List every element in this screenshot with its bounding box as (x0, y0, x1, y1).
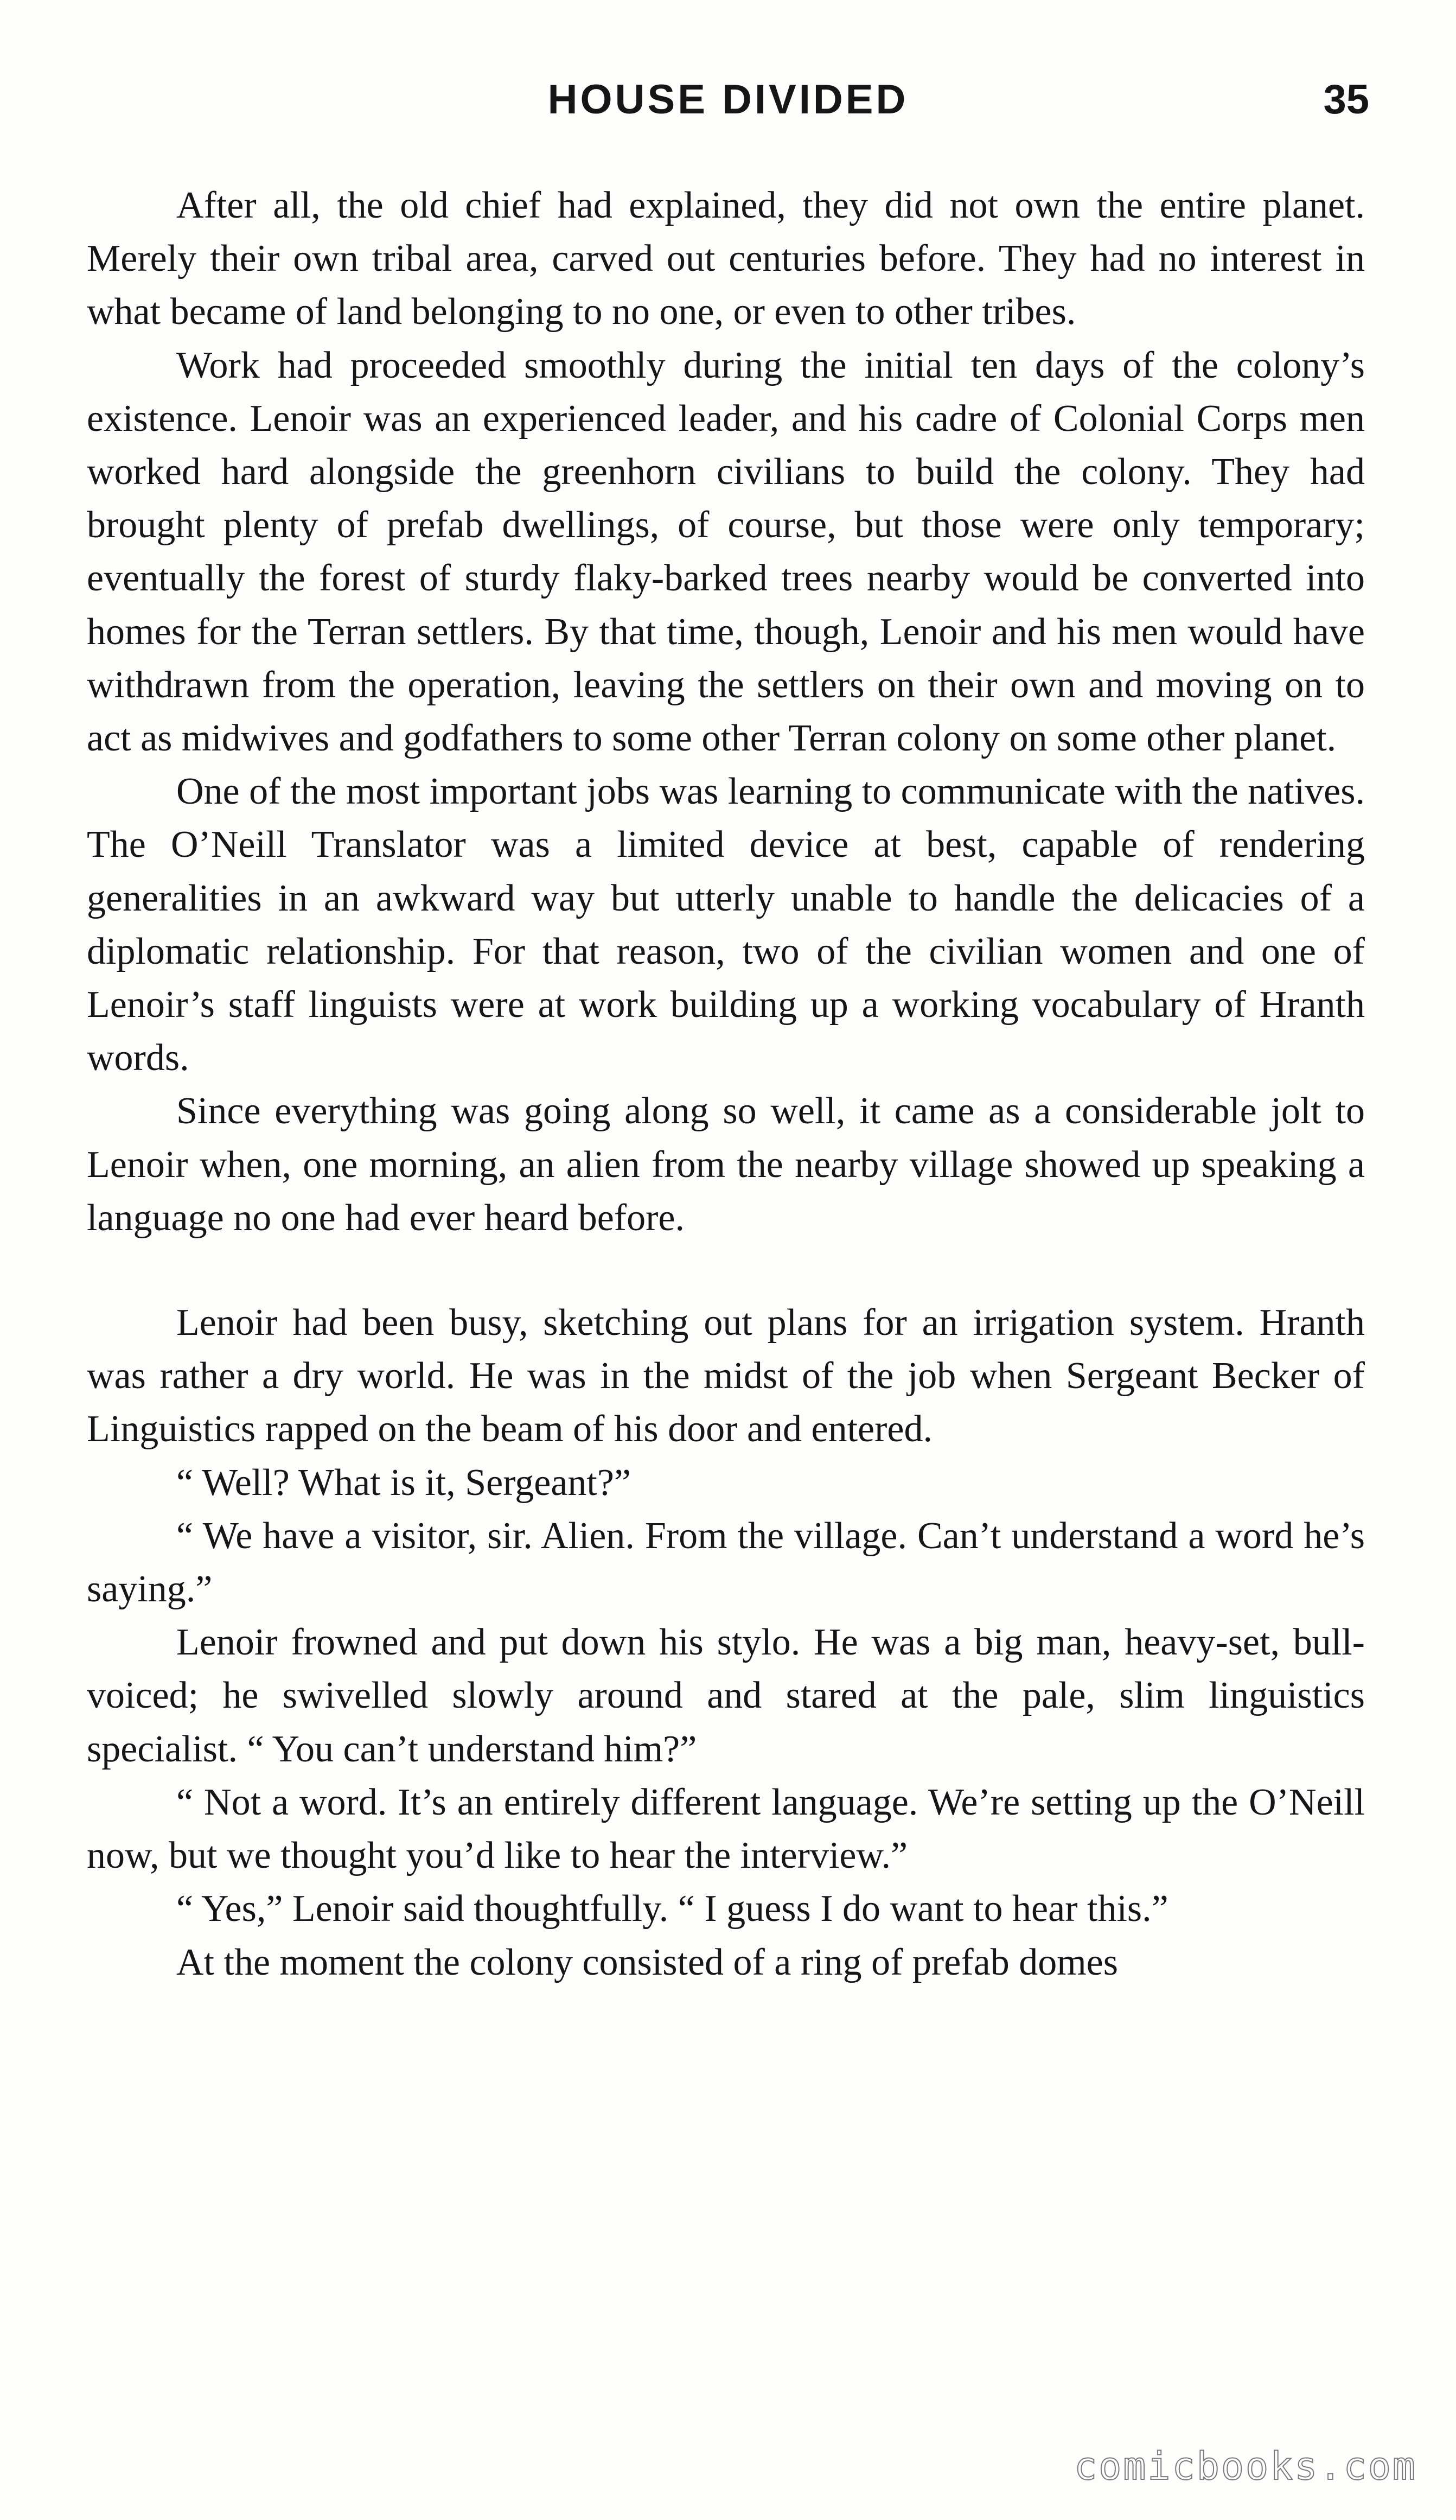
paragraph: Since everything was going along so well, it came as a considerable jolt to Lenoir when, one morning, an alien from the nearby village showed up speaking a language no one had ever heard before. (87, 1090, 1365, 1239)
paragraph: At the moment the colony consisted of a ring of prefab domes (176, 1941, 1118, 1983)
page-number: 35 (1323, 77, 1369, 123)
paragraph: One of the most important jobs was learning to communicate with the natives. The O’Neill Translator was a limited device at best, capable of rendering generalities in an awkward way but utterly unable to handle the delicacies of a diplomatic relationship. For that reason, two of the civilian women and one of Lenoir’s staff linguists were at work building up a working vocabulary of Hranth words. (87, 771, 1365, 1079)
watermark: comicbooks.com (1074, 2444, 1417, 2489)
paragraph: Lenoir frowned and put down his stylo. He was a big man, heavy-set, bull-voiced; he swivelled slowly around and stared at the pale, slim linguistics specialist. “ You can’t understand him?” (87, 1621, 1365, 1770)
paragraph: Work had proceeded smoothly during the initial ten days of the colony’s existence. Lenoir was an experienced leader, and his cadre of Colonial Corps men worked hard alongside the greenhorn civilians to build the colony. They had brought plenty of prefab dwellings, of course, but those were only temporary; eventually the forest of sturdy flaky-barked trees nearby would be converted into homes for the Terran settlers. By that time, though, Lenoir and his men would have withdrawn from the operation, leaving the settlers on their own and moving on to act as midwives and godfathers to some other Terran colony on some other planet. (87, 344, 1365, 760)
paragraph: “ We have a visitor, sir. Alien. From the village. Can’t understand a word he’s saying.” (87, 1514, 1365, 1611)
paragraph: After all, the old chief had explained, they did not own the entire planet. Merely their own tribal area, carved out centuries before. They had no interest in what became of land belonging to no one, or even to other tribes. (87, 184, 1365, 333)
paragraph: “ Yes,” Lenoir said thoughtfully. “ I guess I do want to hear this.” (176, 1888, 1168, 1930)
running-head (87, 76, 1369, 136)
paragraph: “ Not a word. It’s an entirely different language. We’re setting up the O’Neill now, but we thought you’d like to hear the interview.” (87, 1781, 1365, 1877)
paragraph: Lenoir had been busy, sketching out plans for an irrigation system. Hranth was rather a dry world. He was in the midst of the job when Sergeant Becker of Linguistics rapped on the beam of his door and entered. (87, 1302, 1365, 1450)
body-text (87, 179, 1365, 1989)
running-title: HOUSE DIVIDED (547, 77, 909, 123)
paragraph: “ Well? What is it, Sergeant?” (176, 1461, 631, 1504)
